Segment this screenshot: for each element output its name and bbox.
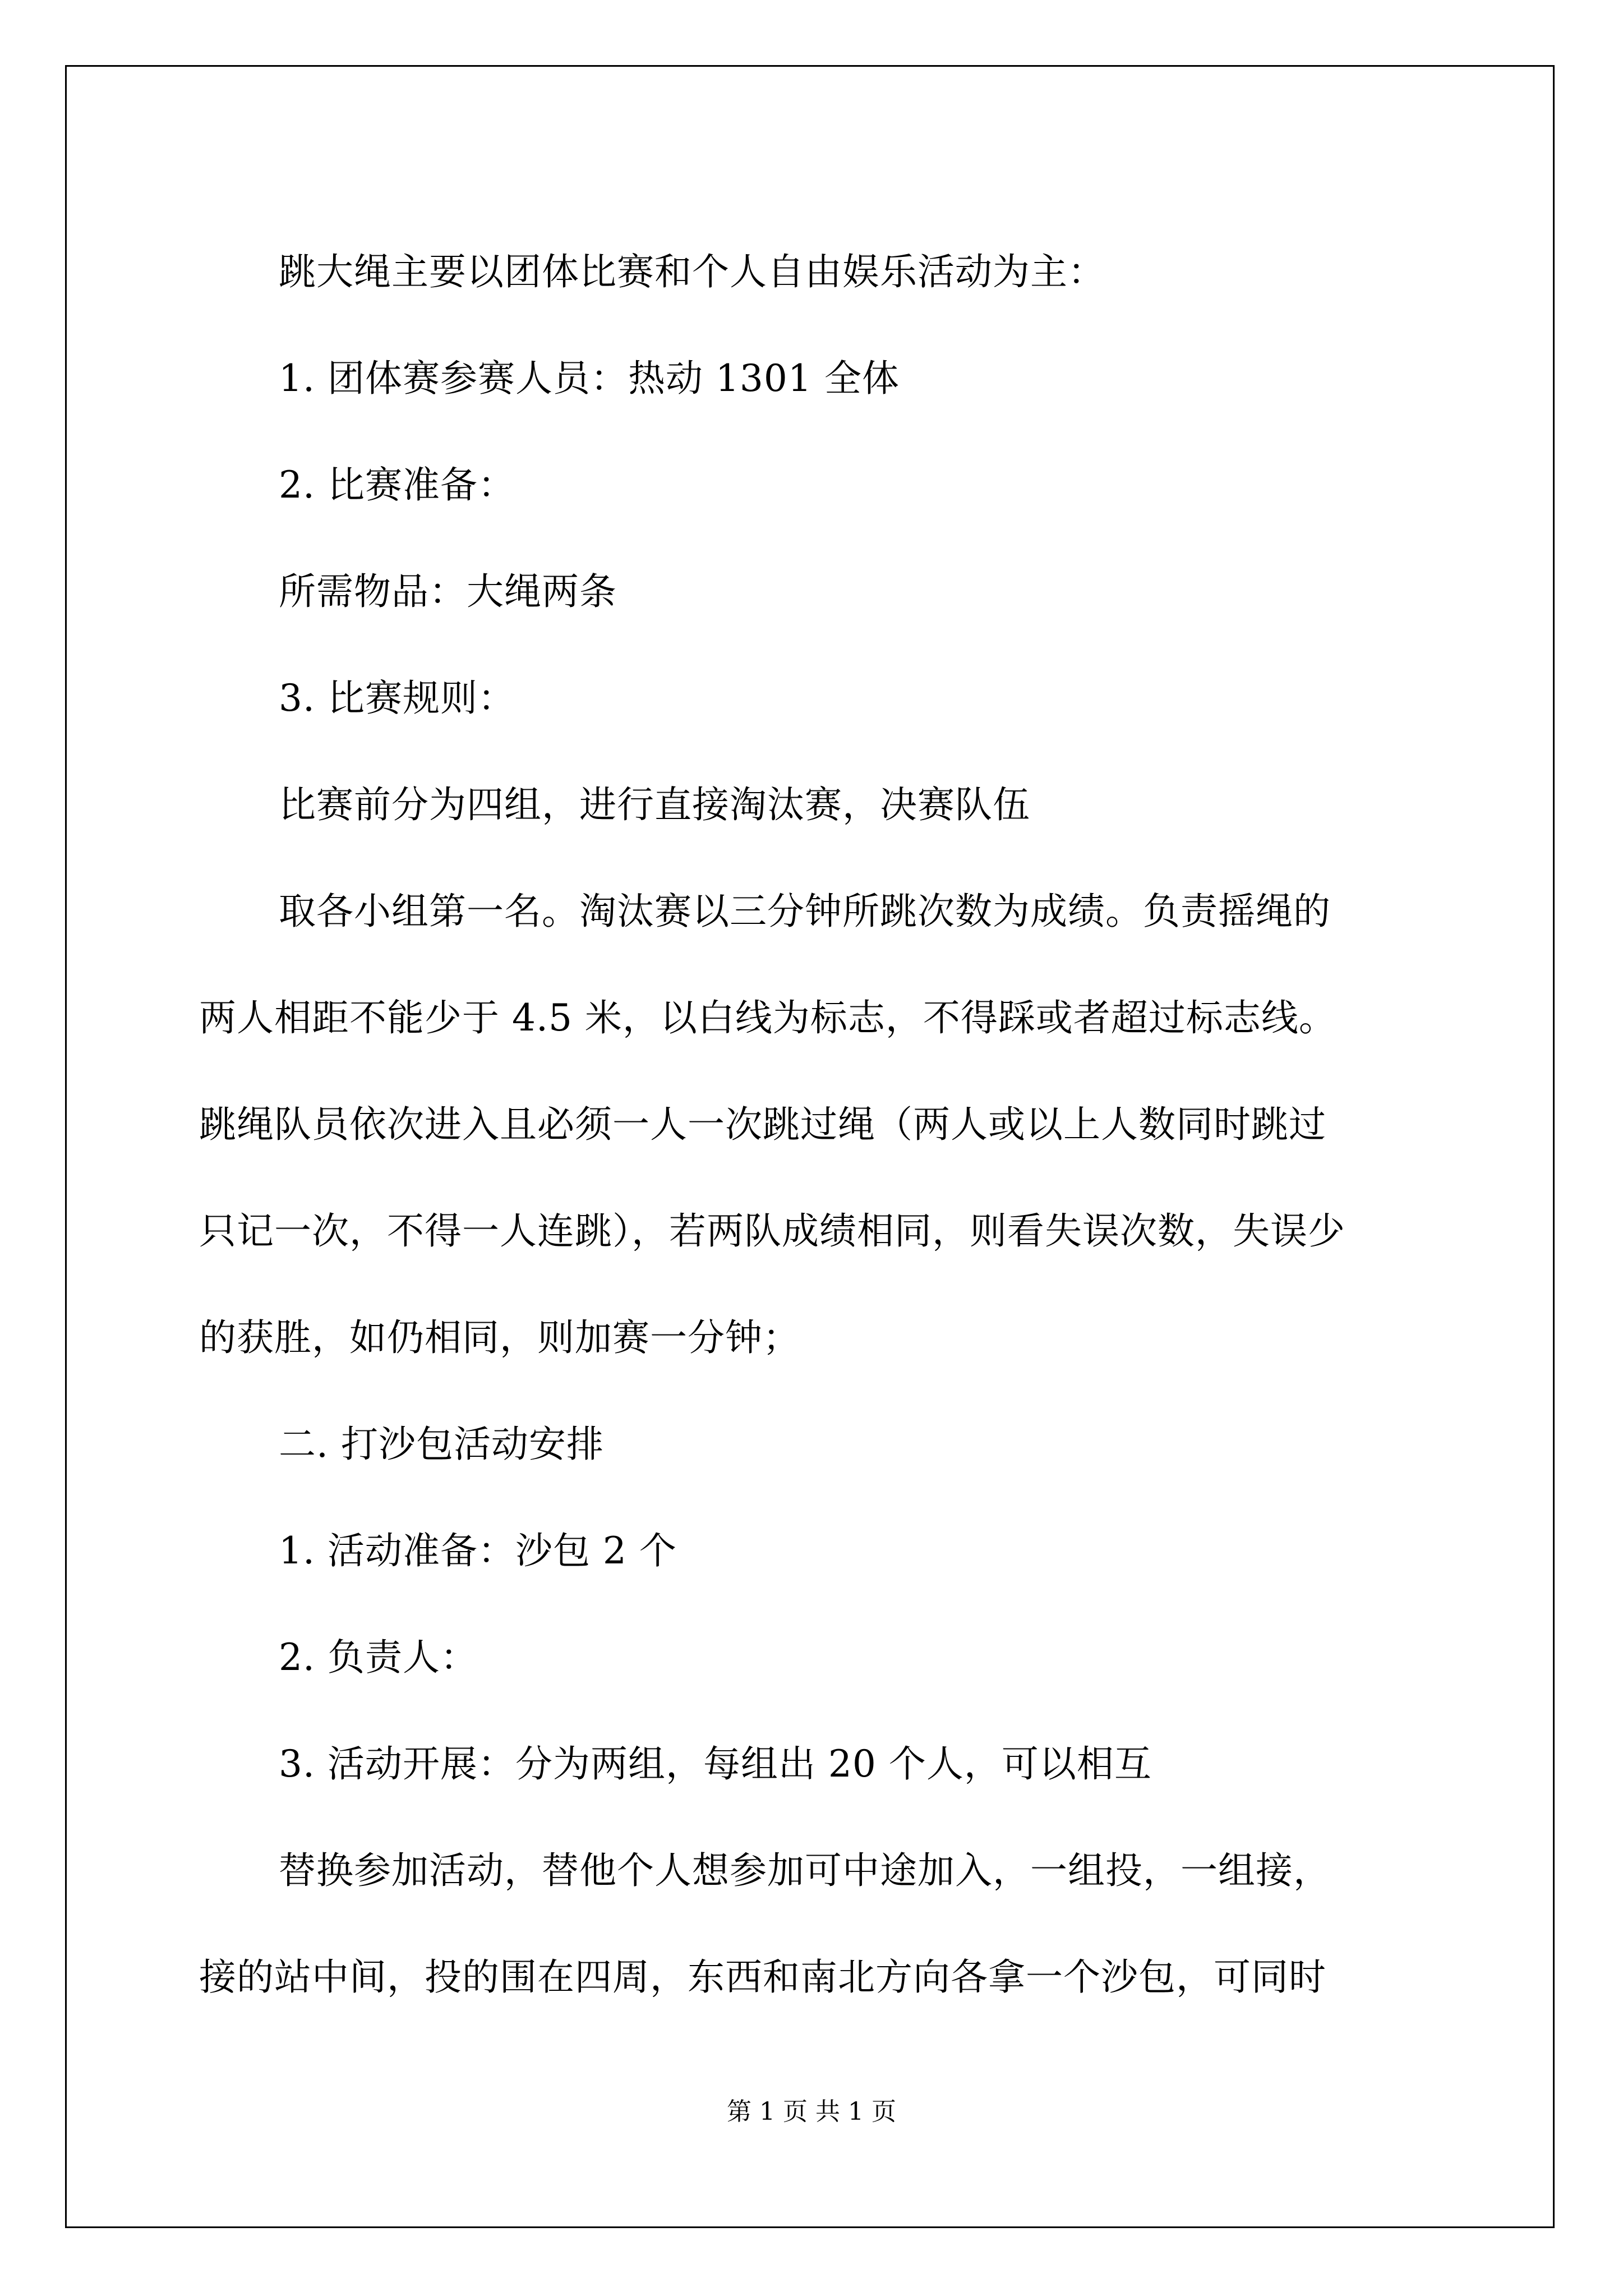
text-line-16: 替换参加活动，替他个人想参加可中途加入，一组投，一组接，: [279, 1849, 1331, 1892]
text-line-1: 跳大绳主要以团体比赛和个人自由娱乐活动为主：: [279, 250, 1105, 293]
text-line-17: 接的站中间，投的围在四周，东西和南北方向各拿一个沙包，可同时: [199, 1955, 1326, 1999]
text-line-9: 跳绳队员依次进入且必须一人一次跳过绳（两人或以上人数同时跳过: [199, 1103, 1326, 1146]
text-line-10: 只记一次，不得一人连跳），若两队成绩相同，则看失误次数，失误少: [199, 1209, 1345, 1253]
text-line-3: 2. 比赛准备：: [279, 463, 515, 507]
text-line-13: 1. 活动准备：沙包 2 个: [279, 1529, 677, 1572]
text-line-15: 3. 活动开展：分为两组，每组出 20 个人，可以相互: [279, 1742, 1152, 1786]
text-line-14: 2. 负责人：: [279, 1636, 478, 1679]
text-line-6: 比赛前分为四组，进行直接淘汰赛，决赛队伍: [279, 783, 1030, 826]
text-line-11: 的获胜，如仍相同，则加赛一分钟；: [199, 1316, 800, 1359]
page-footer: 第 1 页 共 1 页: [727, 2097, 896, 2126]
text-line-2: 1. 团体赛参赛人员：热动 1301 全体: [279, 357, 900, 400]
document-body: [199, 219, 1425, 2031]
text-line-5: 3. 比赛规则：: [279, 677, 515, 720]
text-line-12: 二. 打沙包活动安排: [279, 1423, 604, 1466]
text-line-8: 两人相距不能少于 4.5 米，以白线为标志，不得踩或者超过标志线。: [199, 996, 1336, 1039]
text-line-4: 所需物品：大绳两条: [279, 570, 617, 613]
text-line-7: 取各小组第一名。淘汰赛以三分钟所跳次数为成绩。负责摇绳的: [279, 890, 1331, 933]
